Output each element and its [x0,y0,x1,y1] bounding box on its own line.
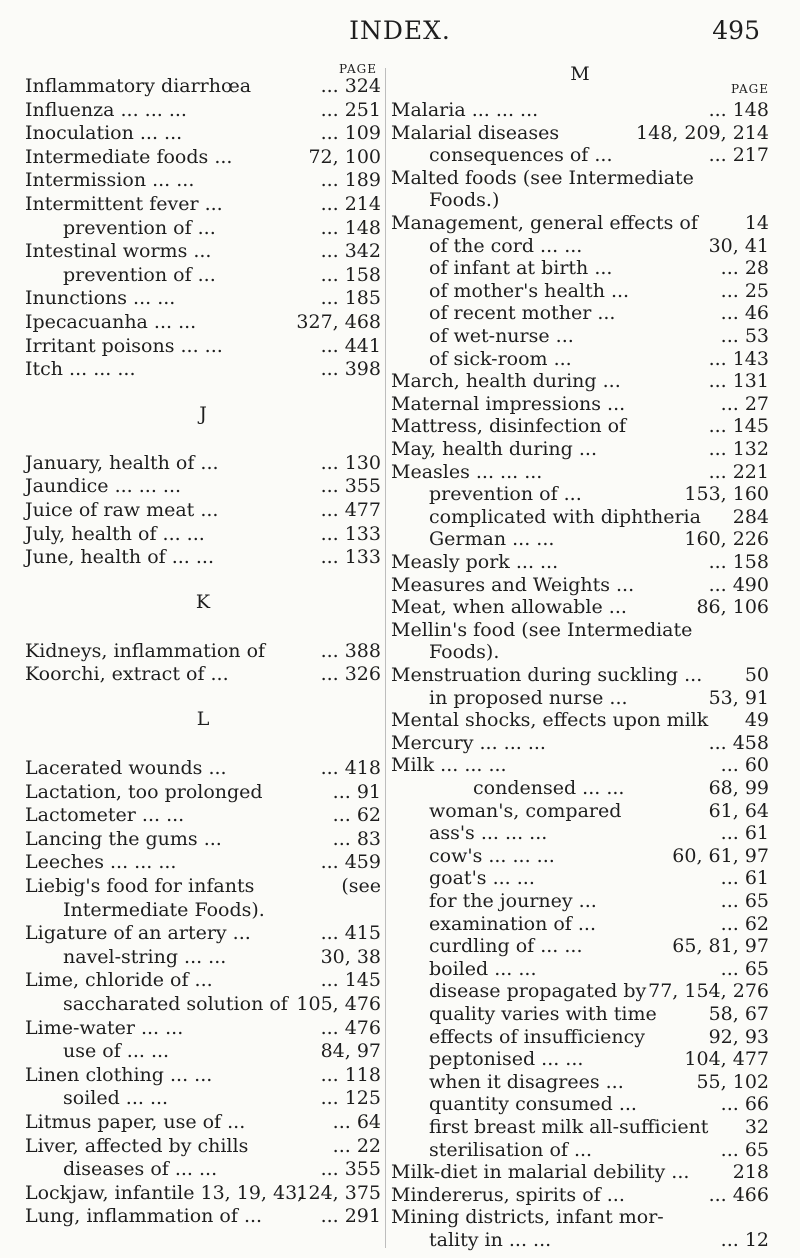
entry-term: Irritant poisons ... ... [25,334,223,357]
entry-term: Ligature of an artery ... [25,922,251,945]
entry-term: Meat, when allowable ... [391,596,627,619]
entry-term: Management, general effects of [391,212,698,234]
right-page-heading: PAGE [731,82,769,96]
entry-pages: ... 355 [320,475,381,498]
entry-term: Mattress, disinfection of [391,415,627,438]
entry-term: effects of insufficiency [429,1025,646,1048]
index-entry [391,686,769,710]
entry-term: Measures and Weights ... [391,573,635,596]
entry-term: Koorchi, extract of ... [25,663,229,686]
index-entry [391,527,769,551]
index-entry [391,256,769,280]
index-entry [25,1016,381,1040]
entry-pages: 86, 106 [696,596,769,619]
entry-pages: ... 291 [320,1205,381,1228]
entry-term: in proposed nurse ... [429,686,628,709]
entry-pages: ... 83 [332,827,381,850]
index-entry [25,192,381,216]
entry-term: of sick-room ... [429,347,572,370]
entry-pages: 53, 91 [708,686,769,709]
index-entry [391,640,769,664]
entry-pages: ... 60 [720,754,769,777]
entry-pages: ... 143 [708,347,769,370]
index-entry [391,618,769,642]
entry-term: Maternal impressions ... [391,392,626,415]
entry-pages: (see [341,875,381,897]
entry-term: prevention of ... [429,483,582,506]
index-entry [391,821,769,845]
index-entry [25,756,381,780]
entry-term: use of ... ... [63,1040,170,1063]
entry-pages: 65, 81, 97 [672,935,769,958]
entry-pages: ... 46 [720,302,769,325]
entry-term: Intermediate foods ... [25,145,233,168]
index-entry [391,844,769,868]
entry-pages: ... 466 [708,1183,769,1206]
entry-pages: 68, 99 [708,777,769,799]
entry-pages: 92, 93 [708,1025,769,1048]
entry-term: of the cord ... ... [429,234,583,257]
index-entry [25,239,381,263]
entry-term: Intestinal worms ... [25,240,212,263]
index-entry [391,1138,769,1162]
entry-term: quality varies with time [429,1003,657,1025]
entry-term: Inoculation ... ... [25,122,183,145]
index-entry [25,1110,381,1134]
index-entry [391,595,769,619]
entry-pages: 327, 468 [296,311,381,333]
entry-term: ass's ... ... ... [429,822,548,845]
index-entry [391,301,769,325]
entry-pages: ... 130 [320,451,381,474]
entry-term: Inflammatory diarrhœa [25,75,252,97]
entry-term: Liebig's food for infants [25,875,255,897]
index-entry [391,1228,769,1252]
entry-pages: ... 145 [708,415,769,438]
entry-term: Malted foods (see Intermediate [391,166,694,189]
entry-term: July, health of ... ... [25,522,205,545]
entry-pages: ... 148 [708,99,769,121]
index-entry [391,279,769,303]
entry-pages: ... 28 [720,257,769,280]
index-entry [25,286,381,310]
entry-term: Ipecacuanha ... ... [25,311,197,333]
entry-term: Influenza ... ... ... [25,98,187,121]
entry-term: Measles ... ... ... [391,460,543,483]
entry-term: Mental shocks, effects upon milk [391,709,709,732]
entry-term: Intermission ... ... [25,169,195,192]
entry-pages: ... 476 [320,1016,381,1039]
index-entry [391,98,769,122]
index-entry [25,121,381,145]
index-entry [391,731,769,755]
entry-term: Menstruation during suckling ... [391,664,703,686]
entry-term: examination of ... [429,912,597,935]
entry-pages: ... 342 [320,240,381,263]
index-entry [25,827,381,851]
entry-term: of recent mother ... [429,302,616,325]
entry-term: consequences of ... [429,144,613,167]
index-entry [391,663,769,687]
entry-term: Kidneys, inflammation of [25,639,266,662]
entry-term: of mother's health ... [429,279,630,302]
entry-term: June, health of ... ... [25,546,214,569]
entry-term: prevention of ... [63,263,216,286]
entry-term: March, health during ... [391,370,621,393]
entry-term: Foods). [429,641,500,664]
entry-term: soiled ... ... [63,1087,169,1110]
index-entry [391,799,769,823]
index-entry [391,776,769,800]
entry-term: Lancing the gums ... [25,827,222,850]
entry-pages: ... 324 [320,75,381,97]
entry-term: Mindererus, spirits of ... [391,1183,625,1206]
entry-term: Lime-water ... ... [25,1016,184,1039]
index-entry [391,143,769,167]
index-entry [25,662,381,686]
entry-pages: ... 66 [720,1093,769,1116]
entry-term: Juice of raw meat ... [25,499,219,521]
index-entry [25,145,381,169]
index-entry [391,573,769,597]
entry-term: Milk ... ... ... [391,754,507,777]
entry-term: Jaundice ... ... ... [25,475,182,498]
index-entry [25,1134,381,1158]
index-entry [391,1025,769,1049]
entry-pages: 124, 375 [296,1181,381,1204]
index-entry [25,522,381,546]
entry-term: quantity consumed ... [429,1093,637,1116]
entry-term: January, health of ... [25,451,219,474]
index-entry [391,550,769,574]
entry-pages: ... 61 [720,867,769,890]
entry-pages: 218 [732,1161,769,1184]
entry-term: Mellin's food (see Intermediate [391,618,693,641]
entry-pages: ... 65 [720,957,769,980]
entry-pages: ... 53 [720,325,769,347]
right-index-column [391,62,769,1251]
index-entry [391,234,769,258]
entry-term: condensed ... ... [473,777,625,799]
entry-term: Malarial diseases [391,121,560,144]
entry-pages: 14 [744,212,769,234]
entry-pages: ... 251 [320,98,381,121]
index-entry [25,98,381,122]
index-entry [25,74,381,98]
entry-term: Lacerated wounds ... [25,757,227,779]
index-entry [25,168,381,192]
entry-term: Lactometer ... ... [25,804,185,827]
entry-pages: ... 131 [708,370,769,393]
page-header [0,10,800,50]
index-entry [25,968,381,992]
entry-pages: ... 415 [320,922,381,945]
left-index-column [25,62,381,1242]
index-entry [25,1063,381,1087]
entry-term: Liver, affected by chills [25,1134,249,1157]
index-entry [391,121,769,145]
entry-pages: 284 [732,505,769,528]
page-number: 495 [712,16,760,45]
entry-pages: ... 355 [320,1158,381,1181]
entry-pages: ... 91 [332,780,381,803]
index-entry [391,211,769,235]
index-entry [391,505,769,529]
index-entry [25,263,381,287]
entry-term: Foods.) [429,189,500,212]
left-page-heading: PAGE [339,62,377,76]
entry-pages: ... 65 [720,1138,769,1161]
index-entry [391,912,769,936]
entry-pages: 49 [744,709,769,732]
entry-term: goat's ... ... [429,867,535,890]
index-entry [391,753,769,777]
entry-term: prevention of ... [63,216,216,239]
entry-term: Intermediate Foods). [63,898,265,921]
section-letter-l: L [196,708,210,730]
entry-pages: ... 221 [708,460,769,483]
index-entry [391,866,769,890]
entry-pages: 32 [744,1116,769,1138]
entry-term: Mercury ... ... ... [391,731,546,754]
entry-term: Measly pork ... ... [391,551,559,573]
index-entry [25,451,381,475]
entry-pages: ... 22 [332,1134,381,1157]
index-entry [25,992,381,1016]
entry-term: of infant at birth ... [429,257,613,280]
entry-pages: 153, 160 [684,483,769,506]
index-entry [25,1039,381,1063]
index-entry [25,874,381,898]
index-entry [391,934,769,958]
entry-term: for the journey ... [429,890,597,912]
index-entry [391,1160,769,1184]
section-letter-k: K [195,590,211,613]
entry-term: Lung, inflammation of ... [25,1205,263,1228]
entry-term: of wet-nurse ... [429,325,574,347]
entry-term: Malaria ... ... ... [391,99,539,121]
index-entry [25,945,381,969]
index-entry [391,460,769,484]
entry-pages: 77, 154, 276 [648,980,769,1003]
entry-pages: 60, 61, 97 [672,844,769,867]
index-entry [391,347,769,371]
entry-term: Leeches ... ... ... [25,851,177,874]
entry-pages: ... 217 [708,144,769,167]
index-entry [391,957,769,981]
entry-term: diseases of ... ... [63,1158,218,1181]
entry-pages: ... 441 [320,334,381,357]
index-entry [391,369,769,393]
entry-pages: ... 12 [720,1229,769,1251]
entry-pages: ... 326 [320,663,381,686]
entry-pages: ... 388 [320,639,381,662]
entry-term: Linen clothing ... ... [25,1063,213,1086]
entry-pages: 105, 476 [296,993,381,1015]
entry-term: saccharated solution of [63,993,288,1015]
entry-pages: 50 [744,664,769,686]
entry-term: disease propagated by [429,980,647,1003]
index-entry [391,1183,769,1207]
entry-pages: ... 158 [320,263,381,286]
entry-term: May, health during ... [391,438,597,460]
entry-pages: 61, 64 [708,799,769,822]
entry-pages: ... 61 [720,822,769,845]
column-divider [385,68,386,1248]
index-entry [391,1205,769,1229]
entry-term: boiled ... ... [429,957,537,980]
index-entry [25,1181,381,1205]
index-entry [25,850,381,874]
entry-pages: ... 132 [708,438,769,460]
entry-term: Lime, chloride of ... [25,969,213,992]
index-entry [25,1157,381,1181]
index-entry [25,216,381,240]
entry-pages: ... 158 [708,551,769,573]
entry-term: Intermittent fever ... [25,193,223,215]
entry-term: woman's, compared [429,799,622,822]
index-entry [25,639,381,663]
index-entry [391,482,769,506]
entry-pages: ... 65 [720,890,769,912]
entry-term: Lactation, too prolonged [25,780,263,803]
index-entry [25,921,381,945]
entry-pages: ... 458 [708,731,769,754]
index-entry [391,324,769,348]
entry-term: complicated with diphtheria [429,505,701,528]
index-entry [391,1047,769,1071]
index-entry [391,979,769,1003]
index-entry [391,1115,769,1139]
entry-pages: ... 490 [708,573,769,596]
entry-pages: ... 109 [320,122,381,145]
entry-term: Lockjaw, infantile 13, 19, 43, [25,1181,304,1204]
entry-pages: ... 27 [720,392,769,415]
index-entry [25,545,381,569]
entry-pages: 84, 97 [320,1040,381,1063]
index-entry [25,474,381,498]
entry-pages: 104, 477 [684,1048,769,1071]
entry-pages: 30, 41 [708,234,769,257]
index-entry [391,437,769,461]
entry-term: Milk-diet in malarial debility ... [391,1161,690,1184]
index-entry [25,898,381,922]
index-entry [25,803,381,827]
entry-pages: 55, 102 [696,1070,769,1093]
index-entry [391,414,769,438]
index-entry [391,392,769,416]
index-entry [391,889,769,913]
entry-pages: ... 64 [332,1111,381,1133]
entry-pages: ... 145 [320,969,381,992]
index-entry [25,1204,381,1228]
entry-term: Litmus paper, use of ... [25,1111,246,1133]
entry-pages: 58, 67 [708,1003,769,1025]
entry-pages: 72, 100 [308,145,381,168]
entry-pages: ... 477 [320,499,381,521]
entry-pages: ... 398 [320,358,381,381]
entry-pages: ... 25 [720,279,769,302]
index-entry [391,188,769,212]
entry-pages: ... 185 [320,287,381,310]
entry-term: tality in ... ... [429,1229,552,1251]
entry-pages: 148, 209, 214 [636,121,769,144]
entry-term: Inunctions ... ... [25,287,176,310]
entry-pages: 160, 226 [684,528,769,551]
index-entry [25,310,381,334]
entry-term: German ... ... [429,528,555,551]
entry-term: navel-string ... ... [63,945,227,968]
index-entry [25,1086,381,1110]
entry-pages: ... 62 [720,912,769,935]
index-entry [25,334,381,358]
entry-term: curdling of ... ... [429,935,583,958]
entry-pages: ... 214 [320,193,381,215]
entry-term: peptonised ... ... [429,1048,584,1071]
entry-term: Itch ... ... ... [25,358,136,381]
index-entry [25,780,381,804]
entry-pages: ... 189 [320,169,381,192]
section-letter-m: M [570,63,590,85]
entry-term: sterilisation of ... [429,1138,593,1161]
index-entry [25,357,381,381]
entry-pages: ... 418 [320,757,381,779]
entry-term: Mining districts, infant mor- [391,1206,664,1229]
index-entry [391,1070,769,1094]
index-entry [391,708,769,732]
entry-pages: 30, 38 [320,945,381,968]
entry-pages: ... 133 [320,522,381,545]
entry-pages: ... 459 [320,851,381,874]
index-entry [25,498,381,522]
index-entry [391,1092,769,1116]
index-entry [391,166,769,190]
section-letter-j: J [199,402,207,425]
entry-term: when it disagrees ... [429,1070,624,1093]
entry-pages: ... 125 [320,1087,381,1110]
entry-pages: ... 148 [320,216,381,239]
index-entry [391,1002,769,1026]
entry-term: first breast milk all-sufficient [429,1116,709,1138]
entry-pages: ... 118 [320,1063,381,1086]
page-title: INDEX. [349,16,451,45]
entry-pages: ... 62 [332,804,381,827]
entry-pages: ... 133 [320,546,381,569]
entry-term: cow's ... ... ... [429,844,555,867]
